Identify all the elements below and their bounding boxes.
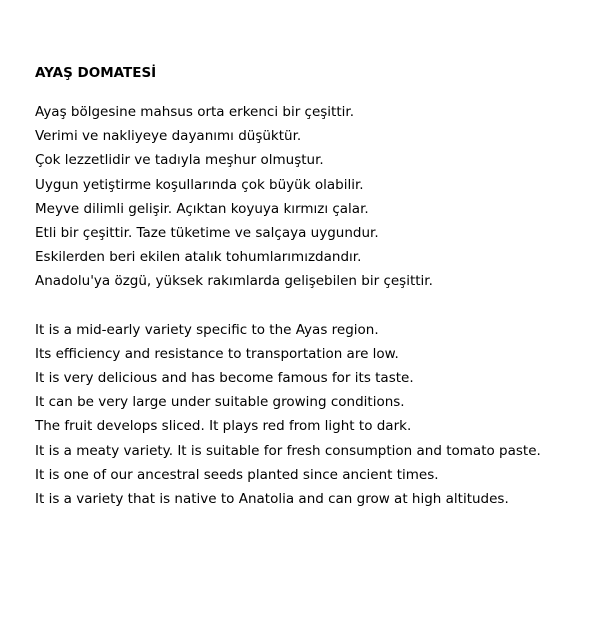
- text-line: It is a meaty variety. It is suitable for fresh consumption and tomato paste.: [35, 442, 541, 459]
- text-line: It is a mid-early variety specific to the Ayas region.: [35, 321, 379, 338]
- text-line: Eskilerden beri ekilen atalık tohumlarımızdandır.: [35, 249, 362, 266]
- text-line: Ayaş bölgesine mahsus orta erkenci bir çeşittir.: [35, 104, 354, 120]
- text-line: It is one of our ancestral seeds planted since ancient times.: [35, 466, 439, 483]
- text-line: Meyve dilimli gelişir. Açıktan koyuya kırmızı çalar.: [35, 200, 369, 217]
- document-body: [35, 63, 585, 511]
- text-line: Etli bir çeşittir. Taze tüketime ve salçaya uygundur.: [35, 225, 379, 242]
- text-line: Anadolu'ya özgü, yüksek rakımlarda gelişebilen bir çeşittir.: [35, 273, 433, 290]
- text-line: It is very delicious and has become famous for its taste.: [35, 370, 414, 387]
- text-line: Its efficiency and resistance to transportation are low.: [35, 345, 399, 362]
- text-line: It can be very large under suitable growing conditions.: [35, 394, 405, 411]
- text-line: It is a variety that is native to Anatolia and can grow at high altitudes.: [35, 491, 509, 508]
- text-line: Çok lezzetlidir ve tadıyla meşhur olmuştur.: [35, 152, 324, 169]
- english-paragraph: [35, 318, 585, 512]
- text-line: The fruit develops sliced. It plays red from light to dark.: [35, 418, 412, 435]
- text-line: Verimi ve nakliyeye dayanımı düşüktür.: [35, 128, 302, 145]
- text-line: Uygun yetiştirme koşullarında çok büyük olabilir.: [35, 176, 364, 193]
- document-title: AYAŞ DOMATESİ: [35, 65, 157, 81]
- turkish-paragraph: [35, 100, 585, 294]
